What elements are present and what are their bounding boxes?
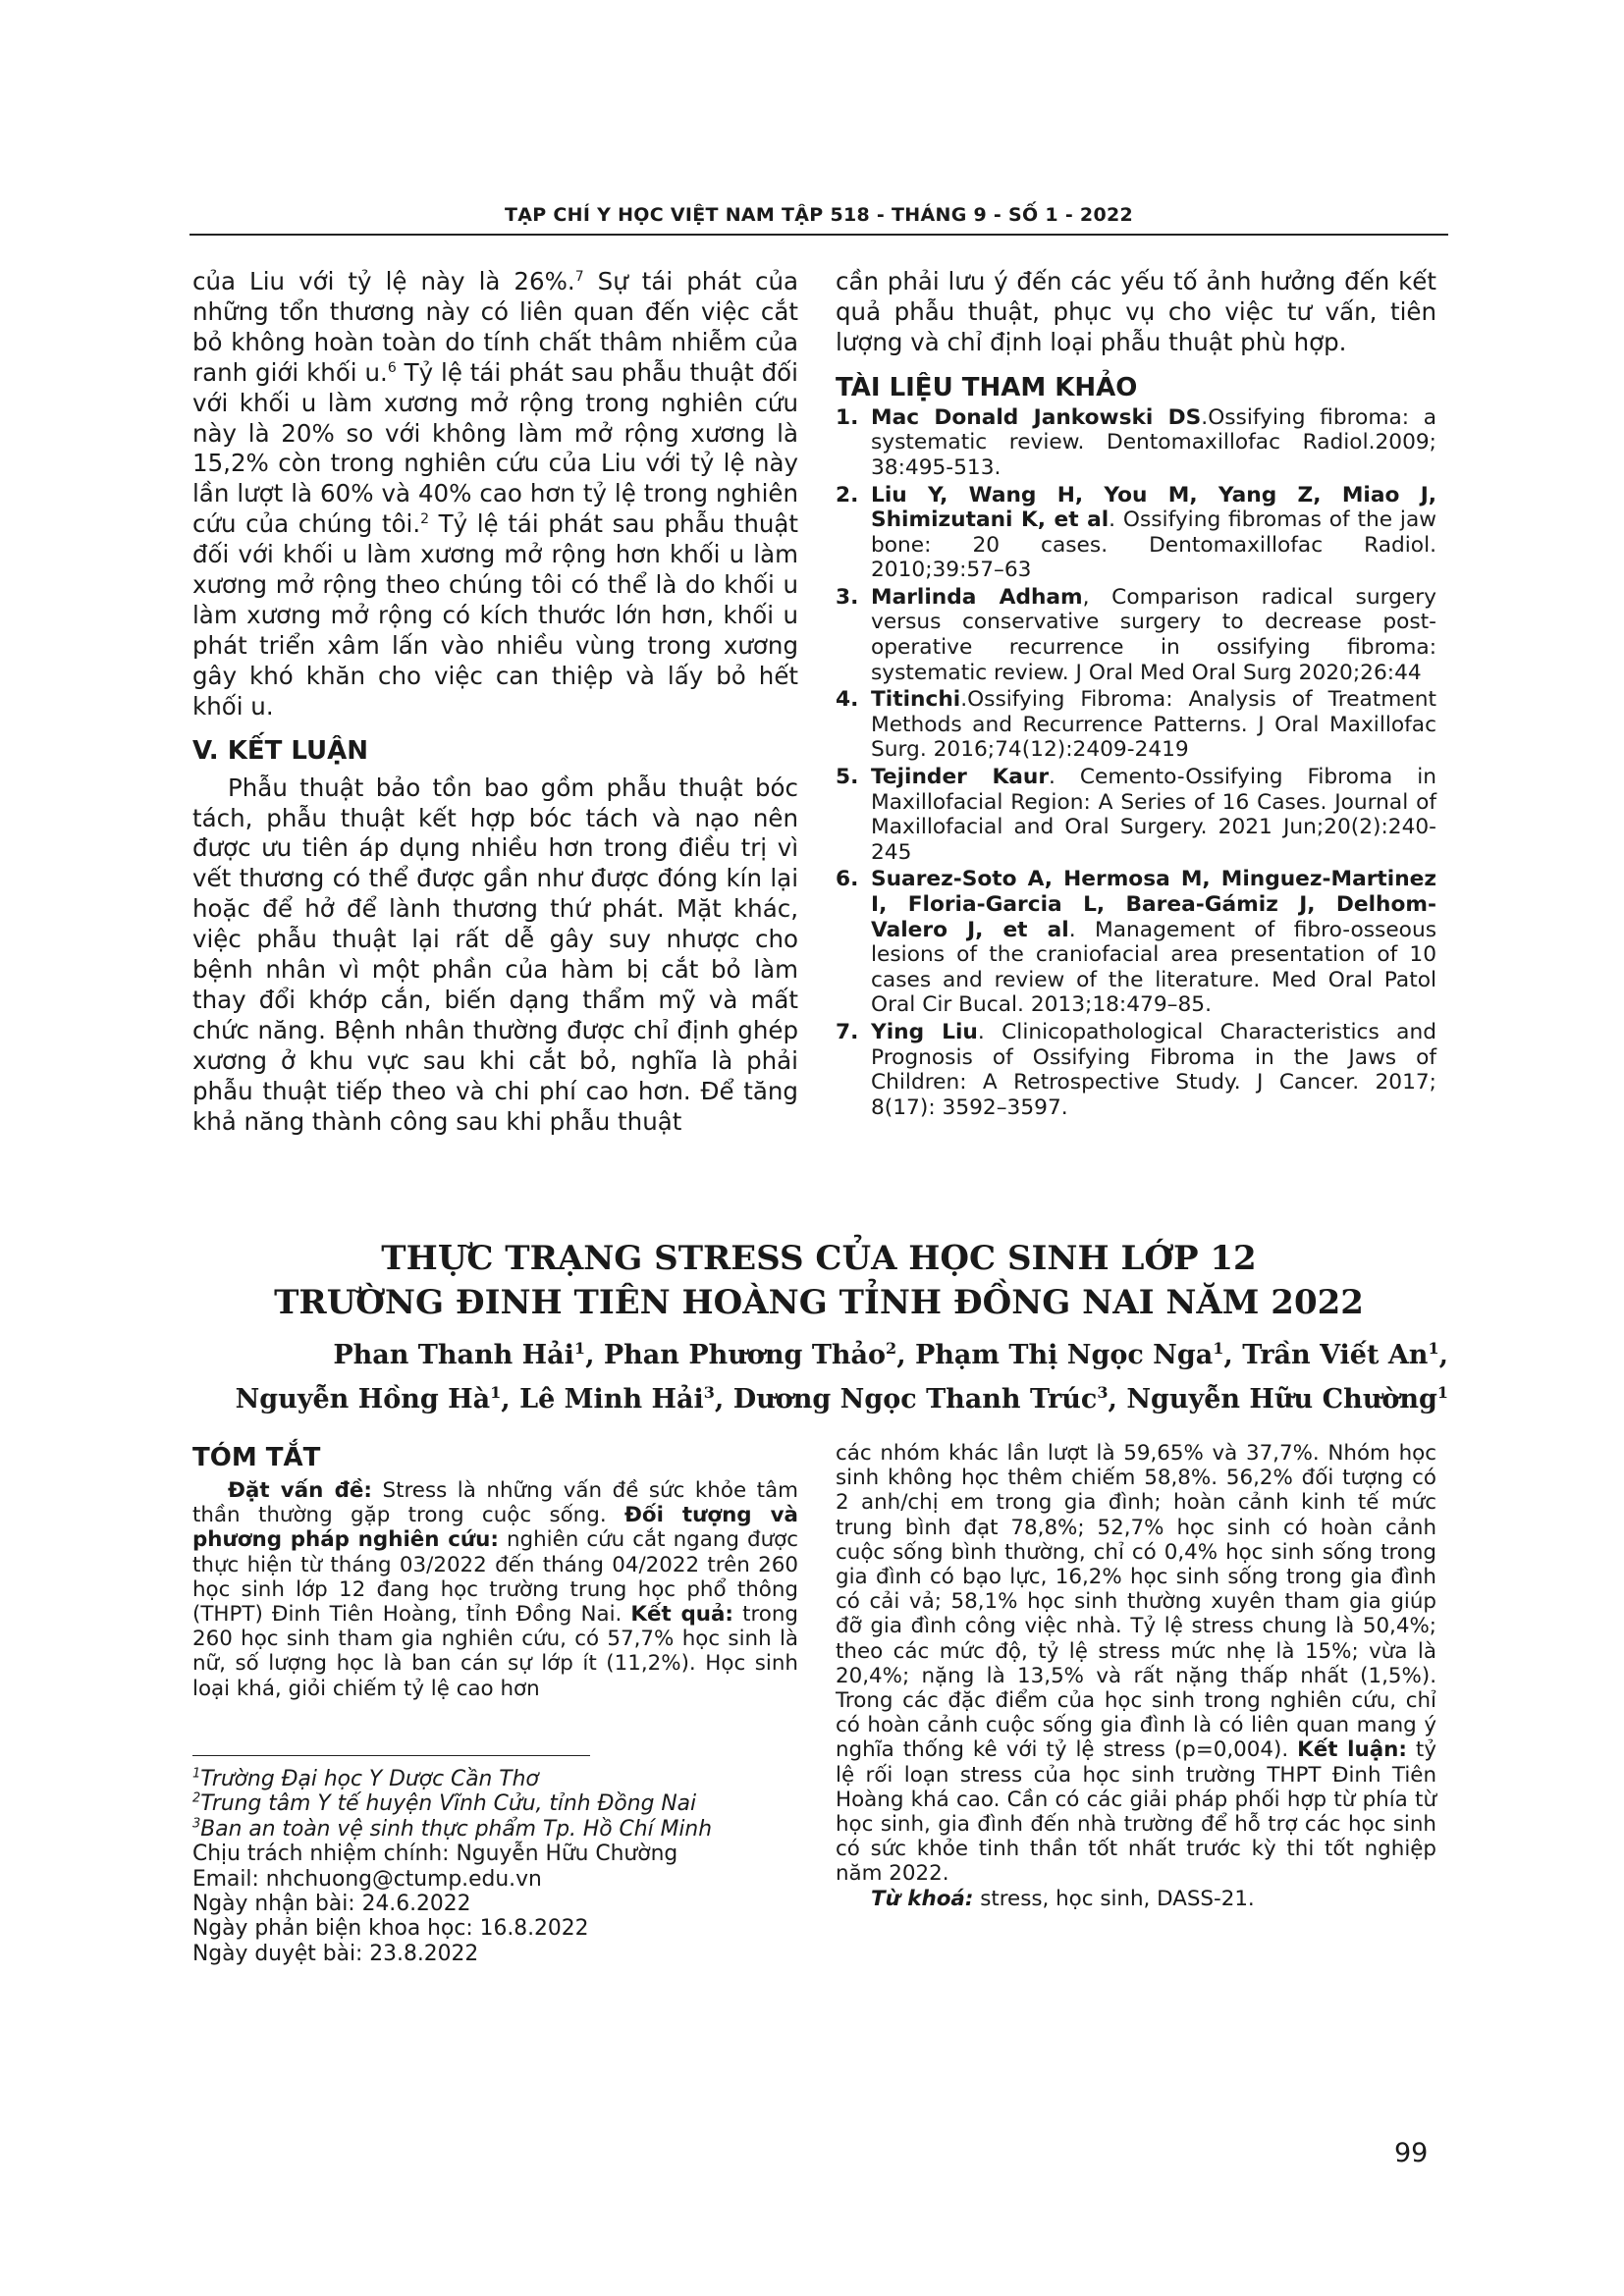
reference-list	[836, 405, 1436, 1121]
author	[1242, 1340, 1448, 1370]
author-name: Nguyễn Hồng Hà	[235, 1384, 491, 1415]
reference-authors: Ying Liu	[871, 1019, 978, 1044]
author	[333, 1340, 604, 1370]
affiliation-2	[192, 1791, 798, 1816]
previous-article-left-column	[192, 267, 798, 1137]
references-heading: TÀI LIỆU THAM KHẢO	[836, 372, 1138, 402]
author-list	[189, 1333, 1448, 1421]
author-separator: ,	[501, 1384, 520, 1415]
author	[604, 1340, 915, 1370]
reference-number: 3.	[836, 584, 859, 610]
author	[519, 1384, 733, 1415]
abstract-label-results: Kết quả:	[630, 1602, 733, 1628]
keywords-text: stress, học sinh, DASS-21.	[973, 1886, 1255, 1911]
author-affiliation: 1	[1428, 1339, 1439, 1358]
text-run: trong 260 học sinh tham gia nghiên cứu, có 57,7% học sinh là nữ, số lượng học là ban cán sự lớp ít (11,2%). Học sinh loại khá, giỏi chiếm tỷ lệ cao hơn	[192, 1602, 799, 1701]
reference-item	[836, 405, 1436, 481]
author-affiliation: 1	[490, 1383, 502, 1402]
reference-item	[836, 585, 1436, 685]
author-separator: ,	[1108, 1384, 1127, 1415]
text-run: Tỷ lệ tái phát sau phẫu thuật đối với khối u làm xương mở rộng hơn khối u làm xương mở rộng theo chúng tôi có thể là do khối u làm xương mở rộng có kích thước lớn hơn, khối u phát triển xâm lấn vào nhiều vùng trong xương gây khó khăn cho việc can thiệp và lấy bỏ hết khối u.	[192, 509, 798, 721]
author-name: Lê Minh Hải	[519, 1384, 704, 1415]
text-run: Sự tái phát của những tổn thương này có liên quan đến việc cắt bỏ không hoàn toàn do tính chất thâm nhiễm của ranh giới khối u.	[192, 267, 798, 387]
reference-item	[836, 483, 1436, 583]
keywords-label: Từ khoá:	[871, 1886, 974, 1911]
reference-authors: Marlinda Adham	[871, 584, 1083, 610]
reference-item	[836, 867, 1436, 1018]
date-received: Ngày nhận bài: 24.6.2022	[192, 1892, 471, 1917]
abstract-right-column	[836, 1441, 1436, 1911]
date-approved: Ngày duyệt bài: 23.8.2022	[192, 1941, 479, 1966]
reference-number: 1.	[836, 404, 859, 430]
author-separator: ,	[1438, 1340, 1448, 1370]
previous-article-right-column	[836, 267, 1436, 1122]
text-run: các nhóm khác lần lượt là 59,65% và 37,7%. Nhóm học sinh không học thêm chiếm 58,8%. 56,2% đối tượng có 2 anh/chị em trong gia đình; hoàn cảnh kinh tế mức trung bình đạt 78,8%; 52,7% học sinh có hoàn cảnh cuộc sống bình thường, chỉ có 0,4% học sinh sống trong gia đình có bạo lực, 16,2% học sinh sống trong gia đình có cải vả; 58,1% học sinh thường xuyên tham gia giúp đỡ gia đình công việc nhà. Tỷ lệ stress chung là 50,4%; theo các mức độ, tỷ lệ stress mức nhẹ là 15%; vừa là 20,4%; nặng là 13,5% và rất nặng thấp nhất (1,5%). Trong các đặc điểm của học sinh trong nghiên cứu, chỉ có hoàn cảnh cuộc sống gia đình là có liên quan mang ý nghĩa thống kê với tỷ lệ stress (p=0,004).	[836, 1441, 1436, 1763]
text-run: Trung tâm Y tế huyện Vĩnh Cửu, tỉnh Đồng Nai	[200, 1791, 697, 1817]
citation-ref: 6	[387, 359, 397, 376]
reference-number: 5.	[836, 765, 859, 790]
abstract-label-methods: Đối tượng và phương pháp nghiên cứu:	[192, 1503, 798, 1553]
author-affiliation: 1	[1436, 1383, 1448, 1402]
text-run: Trường Đại học Y Dược Cần Thơ	[200, 1767, 539, 1791]
email-line: Email: nhchuong@ctump.edu.vn	[192, 1866, 542, 1892]
author-separator: ,	[1223, 1340, 1243, 1370]
discussion-paragraph	[192, 267, 798, 722]
footnote-rule	[192, 1755, 590, 1756]
reference-authors: Suarez-Soto A, Hermosa M, Minguez-Martinez I, Floria-Garcia L, Barea-Gámiz J, Delhom-Valero J, et al	[871, 867, 1436, 942]
citation-ref: 2	[420, 511, 430, 528]
citation-ref: 7	[574, 268, 584, 285]
reference-text: . Cemento-Ossifying Fibroma in Maxillofacial Region: A Series of 16 Cases. Journal of Maxillofacial and Oral Surgery. 2021 Jun;20(2):240-245	[871, 765, 1436, 865]
reference-text: . Management of fibro-osseous lesions of the craniofacial area presentation of 10 cases and review of the literature. Med Oral Patol Oral Cir Bucal. 2013;18:479–85.	[871, 917, 1436, 1018]
reference-text: .Ossifying Fibroma: Analysis of Treatment Methods and Recurrence Patterns. J Oral Maxillofac Surg. 2016;74(12):2409-2419	[871, 687, 1436, 763]
author-separator: ,	[585, 1340, 604, 1370]
author-name: Nguyễn Hữu Chường	[1126, 1384, 1437, 1415]
reference-text: .Ossifying fibroma: a systematic review. Dentomaxillofac Radiol.2009; 38:495-513.	[871, 404, 1436, 480]
author	[236, 1384, 519, 1415]
reference-text: , Comparison radical surgery versus conservative surgery to decrease post-operative recurrence in ossifying fibroma: systematic review. J Oral Med Oral Surg 2020;26:44	[871, 584, 1436, 685]
header-rule	[189, 234, 1448, 236]
text-run: nghiên cứu cắt ngang được thực hiện từ tháng 03/2022 đến tháng 04/2022 trên 260 học sinh lớp 12 đang học trường trung học phổ thông (THPT) Đinh Tiên Hoàng, tỉnh Đồng Nai.	[192, 1527, 798, 1628]
conclusion-continuation: cần phải lưu ý đến các yếu tố ảnh hưởng đến kết quả phẫu thuật, phục vụ cho việc tư vấn, tiên lượng và chỉ định loại phẫu thuật phù hợp.	[836, 267, 1436, 356]
author-line-2	[189, 1377, 1448, 1421]
affiliation-number: 2	[192, 1791, 201, 1807]
affiliation-1	[192, 1767, 798, 1791]
corresponding-author: Chịu trách nhiệm chính: Nguyễn Hữu Chường	[192, 1842, 678, 1867]
reference-item	[836, 687, 1436, 763]
author-affiliation: 2	[886, 1339, 897, 1358]
text-run: Ban an toàn vệ sinh thực phẩm Tp. Hồ Chí Minh	[200, 1816, 713, 1842]
reference-text: . Ossifying fibromas of the jaw bone: 20 cases. Dentomaxillofac Radiol. 2010;39:57–63	[871, 507, 1436, 583]
abstract-continuation	[836, 1441, 1436, 1887]
article-title-line-2: TRƯỜNG ĐINH TIÊN HOÀNG TỈNH ĐỒNG NAI NĂM 2022	[274, 1283, 1364, 1322]
conclusion-paragraph: Phẫu thuật bảo tồn bao gồm phẫu thuật bóc tách, phẫu thuật kết hợp bóc tách và nạo nên được ưu tiên áp dụng nhiều hơn trong điều trị vì vết thương có thể được gần như được đóng kín lại hoặc để hở để lành thương thứ phát. Mặt khác, việc phẫu thuật lại rất dễ gây suy nhược cho bệnh nhân vì một phần của hàm bị cắt bỏ làm thay đổi khớp cắn, biến dạng thẩm mỹ và mất chức năng. Bệnh nhân thường được chỉ định ghép xương ở khu vực sau khi cắt bỏ, nghĩa là phải phẫu thuật tiếp theo và chi phí cao hơn. Để tăng khả năng thành công sau khi phẫu thuật	[192, 773, 798, 1136]
section-heading-conclusion: V. KẾT LUẬN	[192, 735, 369, 766]
reference-number: 4.	[836, 687, 859, 713]
text-run: tỷ lệ rối loạn stress của học sinh trường THPT Đinh Tiên Hoàng khá cao. Cần có các giải pháp phối hợp từ phía từ học sinh, gia đình đến nhà trường để hỗ trợ các học sinh có sức khỏe tinh thần tốt nhất trước kỳ thi tốt nghiệp năm 2022.	[836, 1737, 1436, 1887]
reference-authors: Mac Donald Jankowski DS	[871, 404, 1202, 430]
author-name: Dương Ngọc Thanh Trúc	[732, 1384, 1098, 1415]
author-affiliation: 1	[1213, 1339, 1224, 1358]
abstract-paragraph	[192, 1478, 798, 1701]
author	[1126, 1384, 1448, 1415]
author	[733, 1384, 1127, 1415]
footnotes	[192, 1767, 798, 1966]
affiliation-number: 3	[192, 1816, 201, 1832]
reference-number: 6.	[836, 867, 859, 892]
reference-authors: Tejinder Kaur	[871, 765, 1050, 790]
author-name: Phan Thanh Hải	[333, 1340, 574, 1370]
reference-item	[836, 765, 1436, 865]
author-affiliation: 3	[703, 1383, 715, 1402]
author-separator: ,	[714, 1384, 733, 1415]
reference-number: 7.	[836, 1019, 859, 1044]
author-name: Phan Phương Thảo	[603, 1340, 887, 1370]
author-separator: ,	[896, 1340, 915, 1370]
author-name: Trần Viết An	[1242, 1340, 1429, 1370]
abstract-label-conclusion: Kết luận:	[1297, 1737, 1407, 1763]
author-affiliation: 1	[573, 1339, 586, 1358]
keywords	[836, 1887, 1436, 1911]
author-name: Phạm Thị Ngọc Nga	[915, 1340, 1214, 1370]
article-title-line-1: THỰC TRẠNG STRESS CỦA HỌC SINH LỚP 12	[381, 1239, 1257, 1278]
abstract-label-background: Đặt vấn đề:	[228, 1478, 372, 1503]
reference-text: . Clinicopathological Characteristics and Prognosis of Ossifying Fibroma in the Jaws of Children: A Retrospective Study. J Cancer. 2017; 8(17): 3592–3597.	[871, 1019, 1436, 1120]
article-title	[189, 1237, 1448, 1325]
author	[915, 1340, 1242, 1370]
affiliation-number: 1	[192, 1766, 201, 1782]
abstract-left-column	[192, 1441, 798, 1701]
text-run: Stress là những vấn đề sức khỏe tâm thần thường gặp trong cuộc sống.	[192, 1478, 798, 1528]
reference-item	[836, 1020, 1436, 1120]
date-reviewed: Ngày phản biện khoa học: 16.8.2022	[192, 1916, 589, 1942]
abstract-heading: TÓM TẮT	[192, 1443, 321, 1472]
reference-authors: Titinchi	[871, 687, 961, 713]
running-header: TẠP CHÍ Y HỌC VIỆT NAM TẬP 518 - THÁNG 9 - SỐ 1 - 2022	[504, 204, 1134, 226]
text-run: Tỷ lệ tái phát sau phẫu thuật đối với khối u làm xương mở rộng trong nghiên cứu này là 20% so với không làm mở rộng xương là 15,2% còn trong nghiên cứu của Liu với tỷ lệ này lần lượt là 60% và 40% cao hơn tỷ lệ trong nghiên cứu của chúng tôi.	[192, 357, 798, 539]
author-affiliation: 3	[1097, 1383, 1109, 1402]
reference-authors: Liu Y, Wang H, You M, Yang Z, Miao J, Shimizutani K, et al	[871, 482, 1436, 533]
author-line-1	[189, 1333, 1448, 1377]
affiliation-3	[192, 1817, 798, 1842]
reference-number: 2.	[836, 482, 859, 507]
page-number: 99	[1394, 2138, 1429, 2168]
text-run: của Liu với tỷ lệ này là 26%.	[192, 267, 575, 295]
